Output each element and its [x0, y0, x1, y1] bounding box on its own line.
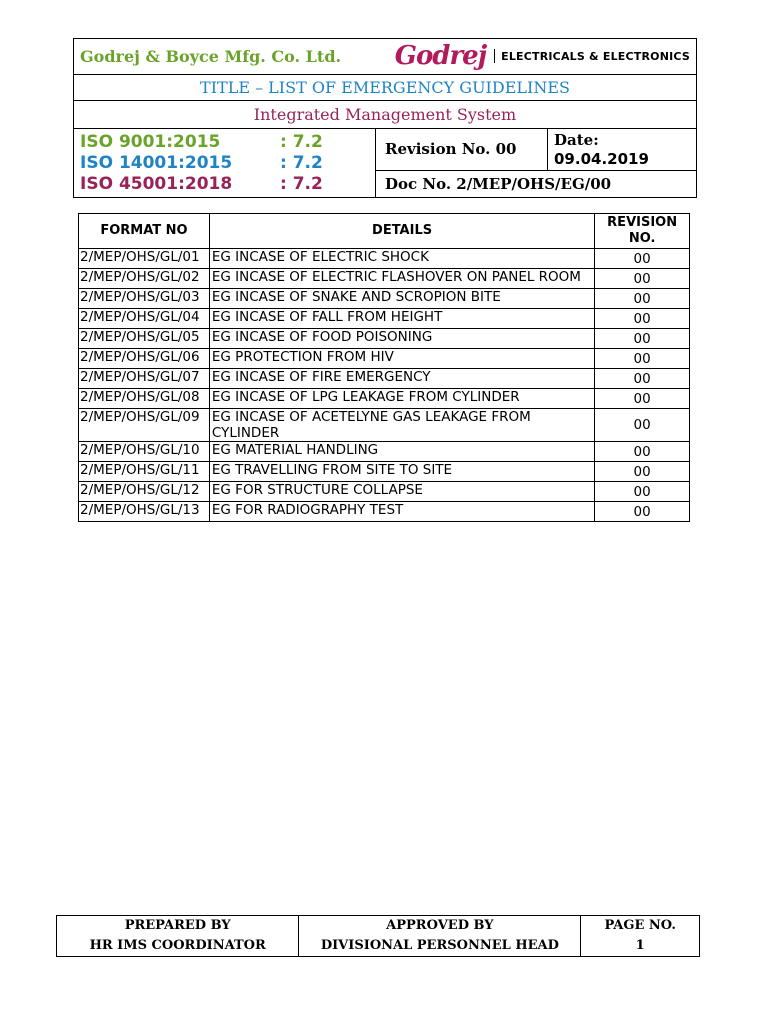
details-cell: EG INCASE OF LPG LEAKAGE FROM CYLINDER [209, 389, 594, 409]
table-row [79, 502, 690, 522]
table-row [79, 369, 690, 389]
table-row [79, 409, 690, 442]
revision-cell: 00 [595, 369, 690, 389]
iso-9001-line [80, 132, 323, 152]
logo-division: ELECTRICALS & ELECTRONICS [501, 49, 690, 63]
format-cell: 2/MEP/OHS/GL/01 [79, 249, 210, 269]
approved-by-value: DIVISIONAL PERSONNEL HEAD [299, 936, 581, 957]
page-no-value: 1 [581, 936, 700, 957]
table-header-row [79, 214, 690, 249]
approval-footer [56, 915, 700, 957]
details-cell: EG INCASE OF ELECTRIC SHOCK [209, 249, 594, 269]
revision-cell: 00 [595, 269, 690, 289]
table-row [79, 309, 690, 329]
footer-value-row [57, 936, 700, 957]
revision-cell: 00 [595, 329, 690, 349]
revision-cell: 00 [595, 482, 690, 502]
logo-divider [494, 49, 495, 63]
format-cell: 2/MEP/OHS/GL/12 [79, 482, 210, 502]
format-cell: 2/MEP/OHS/GL/07 [79, 369, 210, 389]
logo-script: Godrej [394, 41, 487, 71]
format-cell: 2/MEP/OHS/GL/11 [79, 462, 210, 482]
iso-standard: ISO 14001:2015 [80, 153, 233, 173]
prepared-by-label: PREPARED BY [57, 916, 299, 937]
revision-number: Revision No. 00 [385, 140, 517, 158]
company-name: Godrej & Boyce Mfg. Co. Ltd. [80, 47, 342, 66]
format-cell: 2/MEP/OHS/GL/02 [79, 269, 210, 289]
table-row [79, 249, 690, 269]
table-row [79, 289, 690, 309]
details-cell: EG INCASE OF ACETELYNE GAS LEAKAGE FROM CYLINDER [209, 409, 594, 442]
table-row [79, 329, 690, 349]
revision-cell: 00 [595, 289, 690, 309]
company-row [74, 39, 696, 75]
format-cell: 2/MEP/OHS/GL/09 [79, 409, 210, 442]
column-header-revision: REVISION NO. [595, 214, 690, 249]
footer-label-row [57, 916, 700, 937]
revision-cell [376, 129, 548, 171]
doc-number: Doc No. 2/MEP/OHS/EG/00 [385, 175, 612, 193]
iso-clause: : 7.2 [280, 174, 323, 194]
ims-subtitle: Integrated Management System [253, 105, 517, 124]
column-header-details: DETAILS [209, 214, 594, 249]
details-cell: EG INCASE OF FALL FROM HEIGHT [209, 309, 594, 329]
format-cell: 2/MEP/OHS/GL/10 [79, 442, 210, 462]
revision-cell: 00 [595, 349, 690, 369]
approved-by-label: APPROVED BY [299, 916, 581, 937]
doc-number-cell [376, 171, 696, 198]
details-cell: EG INCASE OF FOOD POISONING [209, 329, 594, 349]
details-cell: EG FOR RADIOGRAPHY TEST [209, 502, 594, 522]
godrej-logo [395, 41, 690, 71]
iso-45001-line [80, 174, 323, 194]
format-cell: 2/MEP/OHS/GL/06 [79, 349, 210, 369]
format-cell: 2/MEP/OHS/GL/03 [79, 289, 210, 309]
format-cell: 2/MEP/OHS/GL/05 [79, 329, 210, 349]
column-header-format: FORMAT NO [79, 214, 210, 249]
revision-cell: 00 [595, 442, 690, 462]
title-row [74, 75, 696, 101]
table-row [79, 482, 690, 502]
table-row [79, 462, 690, 482]
format-cell: 2/MEP/OHS/GL/08 [79, 389, 210, 409]
table-row [79, 349, 690, 369]
details-cell: EG INCASE OF FIRE EMERGENCY [209, 369, 594, 389]
table-row [79, 269, 690, 289]
page-no-label: PAGE NO. [581, 916, 700, 937]
date-value: 09.04.2019 [554, 150, 649, 168]
iso-14001-line [80, 153, 323, 173]
details-cell: EG FOR STRUCTURE COLLAPSE [209, 482, 594, 502]
revision-cell: 00 [595, 462, 690, 482]
details-cell: EG TRAVELLING FROM SITE TO SITE [209, 462, 594, 482]
document-header [73, 38, 697, 198]
iso-standard: ISO 45001:2018 [80, 174, 233, 194]
details-cell: EG MATERIAL HANDLING [209, 442, 594, 462]
revision-cell: 00 [595, 249, 690, 269]
iso-clause: : 7.2 [280, 132, 323, 152]
revision-cell: 00 [595, 389, 690, 409]
date-cell [548, 129, 696, 171]
document-title: TITLE – LIST OF EMERGENCY GUIDELINES [200, 78, 570, 97]
format-cell: 2/MEP/OHS/GL/04 [79, 309, 210, 329]
revision-cell: 00 [595, 409, 690, 442]
prepared-by-value: HR IMS COORDINATOR [57, 936, 299, 957]
guidelines-table [78, 213, 690, 522]
revision-cell: 00 [595, 309, 690, 329]
details-cell: EG PROTECTION FROM HIV [209, 349, 594, 369]
iso-standard: ISO 9001:2015 [80, 132, 221, 152]
date-label: Date: [554, 131, 599, 149]
iso-standards [74, 129, 376, 198]
format-cell: 2/MEP/OHS/GL/13 [79, 502, 210, 522]
revision-cell: 00 [595, 502, 690, 522]
details-cell: EG INCASE OF ELECTRIC FLASHOVER ON PANEL ROOM [209, 269, 594, 289]
table-row [79, 389, 690, 409]
details-cell: EG INCASE OF SNAKE AND SCROPION BITE [209, 289, 594, 309]
iso-clause: : 7.2 [280, 153, 323, 173]
ims-row [74, 101, 696, 129]
table-row [79, 442, 690, 462]
